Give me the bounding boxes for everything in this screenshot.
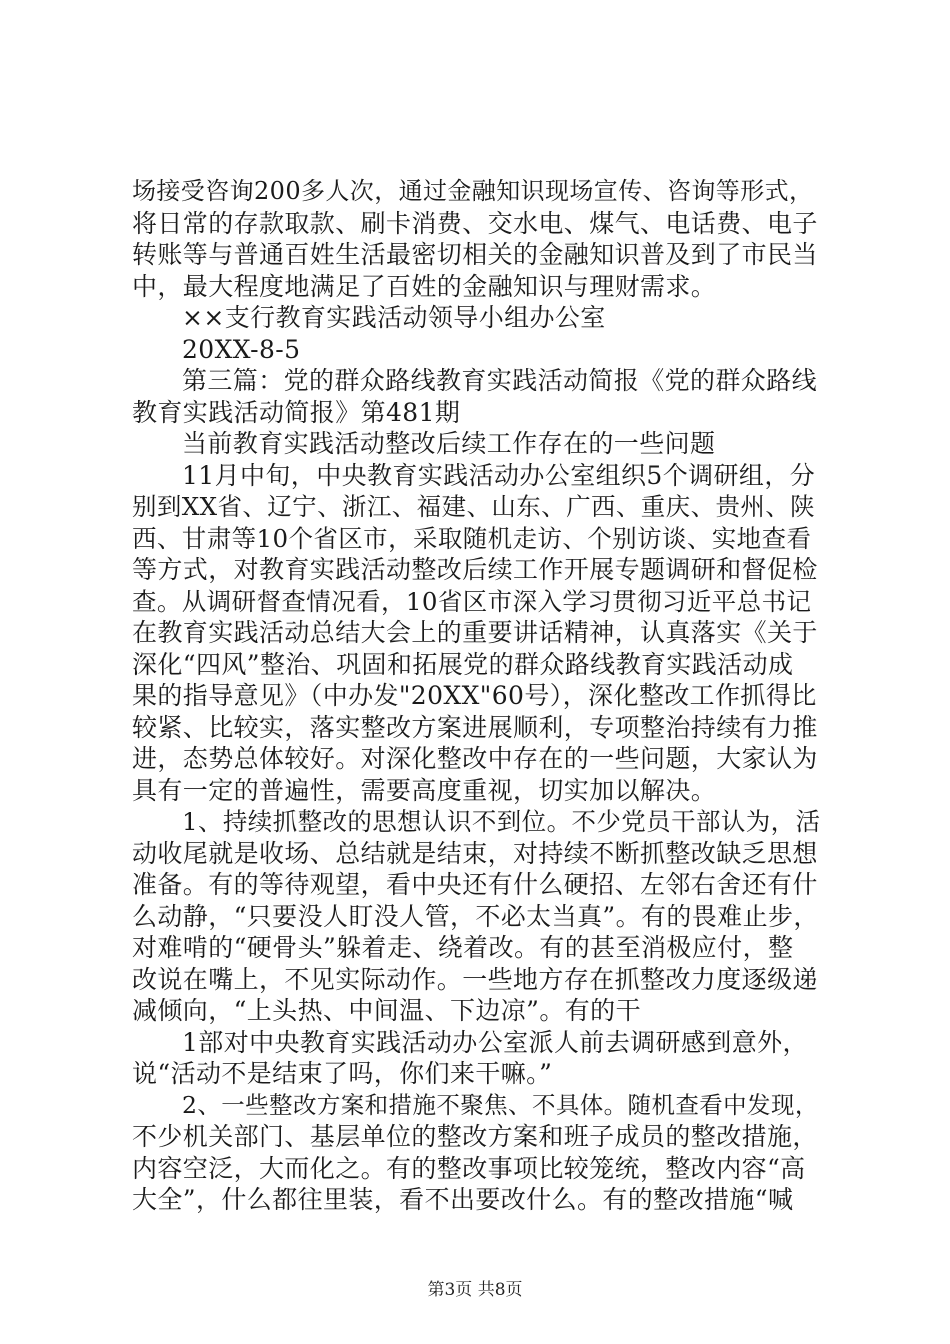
text-line: 转账等与普通百姓生活最密切相关的金融知识普及到了市民当	[132, 240, 818, 269]
text-line: 准备。有的等待观望，看中央还有什么硬招、左邻右舍还有什	[132, 870, 818, 899]
text-line: 么动静，“只要没人盯没人管，不必太当真”。有的畏难止步，	[132, 901, 819, 931]
text-line: 1部对中央教育实践活动办公室派人前去调研感到意外，	[182, 1027, 808, 1057]
text-line: 在教育实践活动总结大会上的重要讲话精神，认真落实《关于	[132, 618, 818, 647]
text-line: 11月中旬，中央教育实践活动办公室组织5个调研组，分	[182, 460, 816, 490]
text-line: 中，最大程度地满足了百姓的金融知识与理财需求。	[132, 271, 717, 301]
text-line: 别到XX省、辽宁、浙江、福建、山东、广西、重庆、贵州、陕	[132, 492, 816, 521]
text-line: 等方式，对教育实践活动整改后续工作开展专题调研和督促检	[132, 555, 818, 584]
text-line: 大全”，什么都往里装，看不出要改什么。有的整改措施“喊	[132, 1185, 794, 1214]
text-line: 较紧、比较实，落实整改方案进展顺利，专项整治持续有力推	[132, 712, 818, 742]
text-line: 西、甘肃等10个省区市，采取随机走访、个别访谈、实地查看	[132, 523, 812, 553]
text-line: 第三篇：党的群众路线教育实践活动简报《党的群众路线	[182, 366, 818, 395]
text-line: 改说在嘴上，不见实际动作。一些地方存在抓整改力度逐级递	[132, 964, 818, 994]
text-line: 查。从调研督查情况看，10省区市深入学习贯彻习近平总书记	[132, 586, 812, 616]
text-line: 进，态势总体较好。对深化整改中存在的一些问题，大家认为	[132, 744, 818, 773]
text-line: 动收尾就是收场、总结就是结束，对持续不断抓整改缺乏思想	[132, 838, 818, 868]
text-line: 教育实践活动简报》第481期	[132, 397, 461, 427]
text-line: 对难啃的“硬骨头”躲着走、绕着改。有的甚至消极应付，整	[132, 933, 794, 962]
text-line: 果的指导意见》（中办发"20XX"60号），深化整改工作抓得比	[132, 681, 817, 710]
text-line: 减倾向，“上头热、中间温、下边凉”。有的干	[132, 996, 641, 1025]
text-line: 不少机关部门、基层单位的整改方案和班子成员的整改措施，	[132, 1122, 818, 1151]
text-line: 1、持续抓整改的思想认识不到位。不少党员干部认为，活	[182, 807, 821, 836]
page-footer: 第3页 共8页	[427, 1280, 523, 1300]
text-line: 2、一些整改方案和措施不聚焦、不具体。随机查看中发现，	[182, 1090, 819, 1119]
text-line: 具有一定的普遍性，需要高度重视，切实加以解决。	[132, 775, 717, 805]
document-body	[132, 176, 822, 1216]
text-line: ××支行教育实践活动领导小组办公室	[182, 303, 606, 332]
text-line: 深化“四风”整治、巩固和拓展党的群众路线教育实践活动成	[132, 649, 794, 679]
text-line: 内容空泛，大而化之。有的整改事项比较笼统，整改内容“高	[132, 1153, 806, 1183]
text-line: 说“活动不是结束了吗，你们来干嘛。”	[132, 1059, 553, 1088]
text-line: 当前教育实践活动整改后续工作存在的一些问题	[182, 429, 716, 458]
text-line: 场接受咨询200多人次，通过金融知识现场宣传、咨询等形式，	[132, 177, 814, 205]
text-line: 将日常的存款取款、刷卡消费、交水电、煤气、电话费、电子	[132, 208, 818, 238]
text-line: 20XX-8-5	[182, 334, 301, 364]
